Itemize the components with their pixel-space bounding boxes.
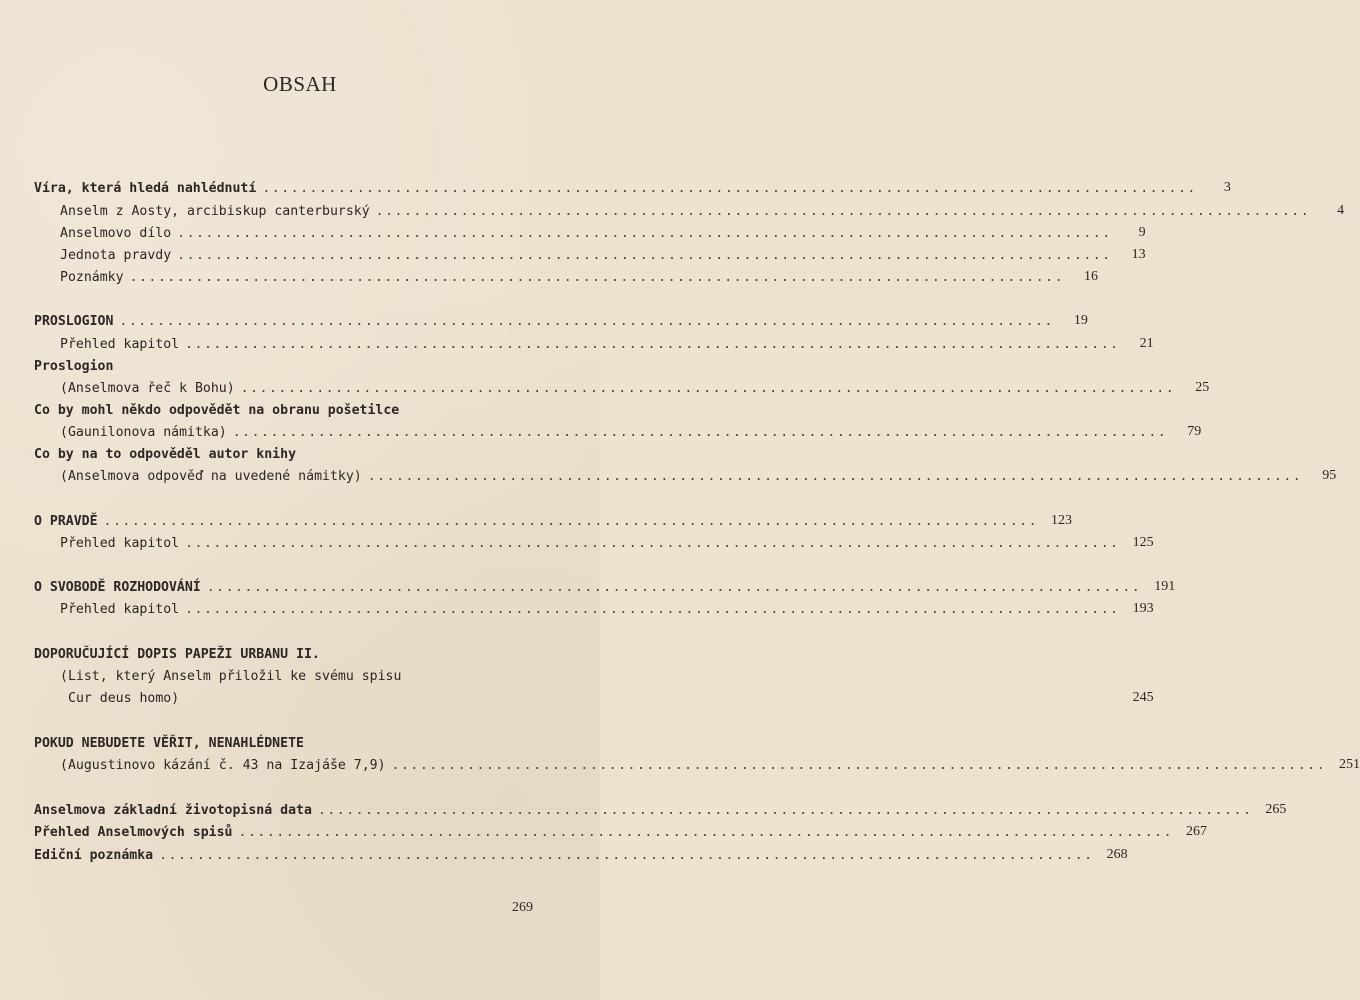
toc-leader: ................................................................................................... — [391, 758, 1327, 773]
toc-entry-title: Ediční poznámka — [34, 848, 154, 863]
toc-entry-title: Anselmova základní životopisná data — [34, 803, 312, 818]
toc-page-number: 25 — [1195, 380, 1210, 395]
toc-leader: ................................................................................................... — [375, 204, 1311, 219]
toc-entry — [34, 309, 1088, 329]
toc-entry-title: Přehled kapitol — [60, 536, 180, 551]
toc-entry-title: Poznámky — [60, 270, 124, 285]
toc-entry-title: (Gaunilonova námitka) — [60, 425, 227, 440]
toc-page-number: 16 — [1084, 269, 1099, 284]
toc-entry-title: Přehled Anselmových spisů — [34, 825, 233, 840]
toc-entry — [34, 575, 1176, 595]
toc-entry-title: POKUD NEBUDETE VĚŘIT, NENAHLÉDNETE — [34, 736, 304, 751]
toc-entry-title: (Anselmova odpověď na uvedené námitky) — [60, 469, 362, 484]
toc-leader: ................................................................................................... — [103, 514, 1039, 529]
toc-page-number: 125 — [1132, 535, 1154, 550]
toc-leader: ................................................................................................... — [262, 181, 1197, 196]
toc-leader: ................................................................................................... — [185, 536, 1120, 551]
toc-entry — [34, 820, 1208, 840]
toc-entry — [60, 221, 1146, 241]
toc-entry — [34, 798, 1287, 818]
toc-entry-title: PROSLOGION — [34, 314, 114, 329]
toc-entry-title: Co by mohl někdo odpovědět na obranu pošetilce — [34, 403, 400, 418]
toc-entry — [34, 642, 542, 662]
toc-entry — [60, 531, 1154, 551]
page-number: 269 — [512, 900, 533, 915]
toc-entry — [34, 731, 542, 751]
toc-entry-title: Anselmovo dílo — [60, 226, 172, 241]
toc-leader: ................................................................................................... — [240, 381, 1176, 396]
toc-entry-title: (Augustinovo kázání č. 43 na Izajáše 7,9) — [60, 758, 386, 773]
toc-entry-title: DOPORUČUJÍCÍ DOPIS PAPEŽI URBANU II. — [34, 647, 320, 662]
toc-leader: ................................................................................................... — [367, 469, 1303, 484]
toc-leader: ................................................................................................... — [119, 314, 1054, 329]
toc-entry — [60, 199, 1345, 219]
toc-leader: ................................................................................................... — [317, 803, 1253, 818]
toc-entry — [60, 420, 1202, 440]
toc-entry — [60, 597, 1154, 617]
toc-leader: ................................................................................................... — [238, 825, 1174, 840]
toc-leader: ................................................................................................... — [185, 602, 1120, 617]
toc-entry-title: (Anselmova řeč k Bohu) — [60, 381, 235, 396]
page-title: OBSAH — [263, 72, 337, 96]
toc-entry — [60, 376, 1210, 396]
toc-entry-title: Proslogion — [34, 359, 114, 374]
toc-entry-title: Jednota pravdy — [60, 248, 172, 263]
toc-entry — [34, 176, 1231, 196]
toc-entry — [34, 354, 542, 374]
toc-leader: ................................................................................................... — [177, 226, 1112, 241]
toc-page-number: 19 — [1073, 313, 1088, 328]
toc-page-number: 123 — [1051, 513, 1073, 528]
toc-page-number: 191 — [1154, 579, 1176, 594]
toc-leader: ................................................................................................... — [177, 248, 1112, 263]
toc-leader: ................................................................................................... — [185, 337, 1120, 352]
toc-entry-title: O PRAVDĚ — [34, 514, 98, 529]
toc-page-number: 79 — [1187, 424, 1202, 439]
toc-entry — [68, 686, 1154, 706]
toc-entry — [60, 243, 1146, 263]
toc-page-number: 4 — [1337, 203, 1345, 218]
toc-entry — [60, 332, 1154, 352]
toc-entry-title: Anselm z Aosty, arcibiskup canterburský — [60, 204, 370, 219]
toc-leader: ................................................................................................... — [232, 425, 1168, 440]
toc-page-number: 268 — [1106, 847, 1128, 862]
toc-page-number: 267 — [1186, 824, 1208, 839]
toc-page-number: 21 — [1139, 336, 1154, 351]
toc-leader: ................................................................................................... — [206, 580, 1142, 595]
toc-entry-title: Přehled kapitol — [60, 602, 180, 617]
toc-entry — [34, 843, 1128, 863]
toc-entry-title: (List, který Anselm přiložil ke svému spisu — [60, 669, 402, 684]
toc-leader: ................................................................................................... — [159, 848, 1094, 863]
toc-page-number: 251 — [1339, 757, 1360, 772]
toc-entry — [60, 753, 1360, 773]
toc-entry — [34, 398, 542, 418]
toc-entry-title: Přehled kapitol — [60, 337, 180, 352]
toc-entry-title: Co by na to odpověděl autor knihy — [34, 447, 297, 462]
toc-entry-title: O SVOBODĚ ROZHODOVÁNÍ — [34, 580, 201, 595]
toc-leader: ................................................................................................... — [129, 270, 1065, 285]
toc-entry-title: Cur deus homo) — [68, 691, 180, 706]
toc-entry — [34, 509, 1073, 529]
toc-page-number: 9 — [1138, 225, 1146, 240]
toc-entry — [60, 265, 1099, 285]
toc-entry-title: Víra, která hledá nahlédnutí — [34, 181, 257, 196]
toc-page-number: 3 — [1223, 180, 1231, 195]
toc-leader — [185, 691, 1120, 706]
toc-entry — [60, 664, 542, 684]
toc-page-number: 193 — [1132, 601, 1154, 616]
toc-entry — [60, 464, 1337, 484]
toc-page-number: 95 — [1322, 468, 1337, 483]
toc-entry — [34, 442, 542, 462]
toc-page-number: 265 — [1265, 802, 1287, 817]
toc-page-number: 245 — [1132, 690, 1154, 705]
toc-page-number: 13 — [1131, 247, 1146, 262]
